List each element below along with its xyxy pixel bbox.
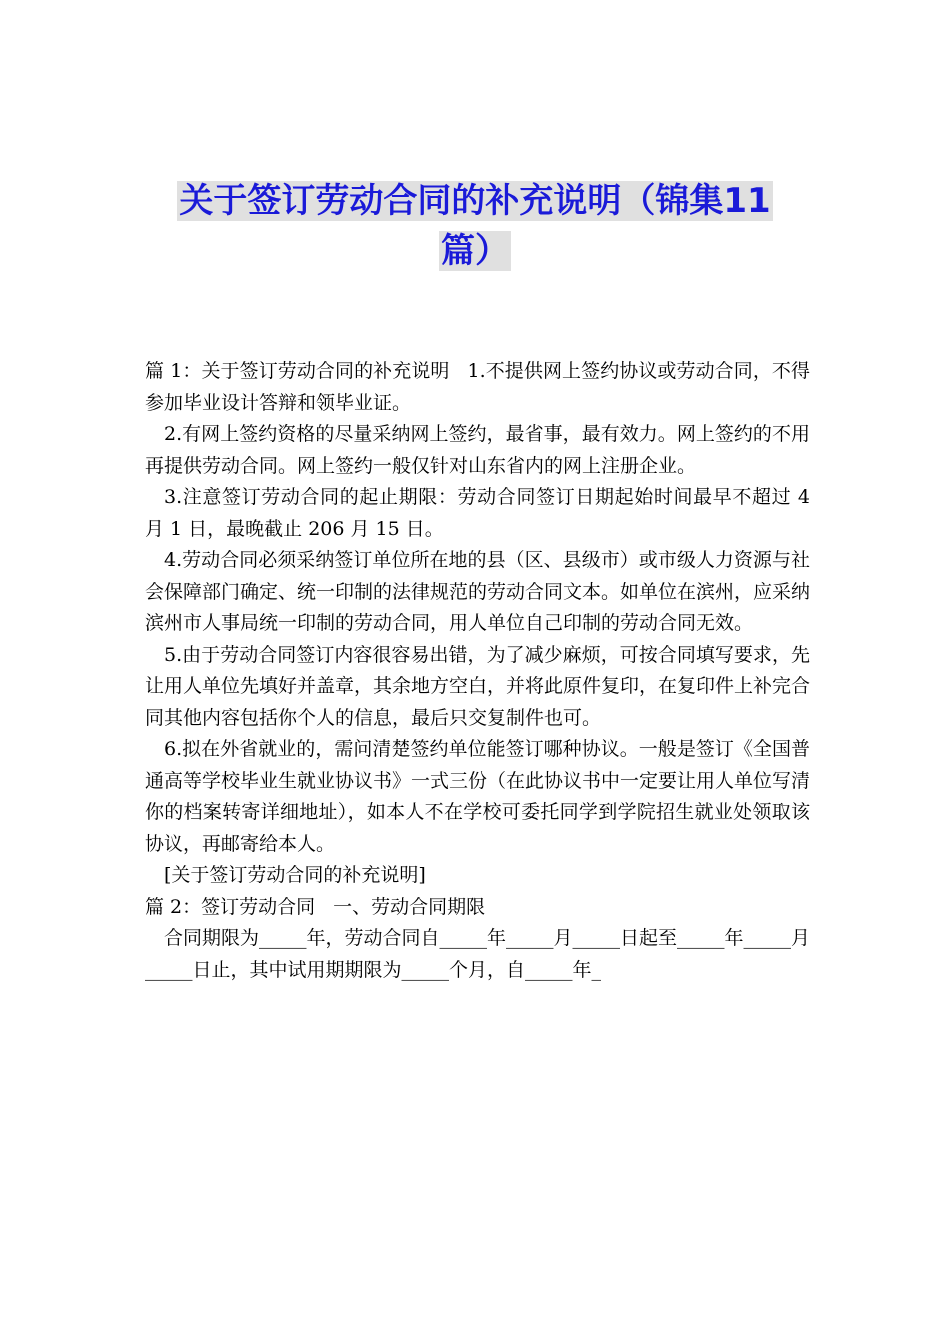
paragraph-lead: 篇 1：关于签订劳动合同的补充说明 [145, 360, 450, 382]
paragraph-2: 2.有网上签约资格的尽量采纳网上签约，最省事，最有效力。网上签约的不用再提供劳动合同。网上签约一般仅针对山东省内的网上注册企业。 [145, 423, 810, 477]
paragraph-lead: 篇 2：签订劳动合同 [145, 895, 316, 918]
title-line-1: 关于签订劳动合同的补充说明（锦集11 [179, 181, 771, 221]
document-title [140, 176, 810, 276]
paragraph-3: 3.注意签订劳动合同的起止期限：劳动合同签订日期起始时间最早不超过 4 月 1 日，最晚截止 206 月 15 日。 [145, 486, 810, 540]
paragraph-1 [145, 356, 810, 419]
paragraph-5: 5.由于劳动合同签订内容很容易出错，为了减少麻烦，可按合同填写要求，先让用人单位先填好并盖章，其余地方空白，并将此原件复印，在复印件上补完合同其他内容包括你个人的信息，最后只交复制件也可。 [145, 643, 811, 729]
paragraph-7: [关于签订劳动合同的补充说明] [164, 864, 426, 886]
document-body [145, 356, 810, 986]
paragraph-8 [145, 892, 810, 924]
paragraph-4: 4.劳动合同必须采纳签订单位所在地的县（区、县级市）或市级人力资源与社会保障部门确定、统一印制的法律规范的劳动合同文本。如单位在滨州，应采纳滨州市人事局统一印制的劳动合同，用人单位自己印制的劳动合同无效。 [145, 549, 811, 634]
paragraph-text: 1.不提供网上签约协议或劳动合同，不得参加毕业设计答辩和领毕业证。 [145, 360, 810, 414]
paragraph-6: 6.拟在外省就业的，需问清楚签约单位能签订哪种协议。一般是签订《全国普通高等学校毕业生就业协议书》一式三份（在此协议书中一定要让用人单位写清你的档案转寄详细地址），如本人不在学校可委托同学到学院招生就业处领取该协议，再邮寄给本人。 [145, 738, 811, 855]
title-line-2: 篇） [441, 231, 509, 271]
paragraph-text: 一、劳动合同期限 [333, 895, 486, 918]
paragraph-9: 合同期限为_____年，劳动合同自_____年_____月_____日起至_____年_____月_____日止，其中试用期期限为_____个月，自_____年_ [145, 927, 811, 981]
